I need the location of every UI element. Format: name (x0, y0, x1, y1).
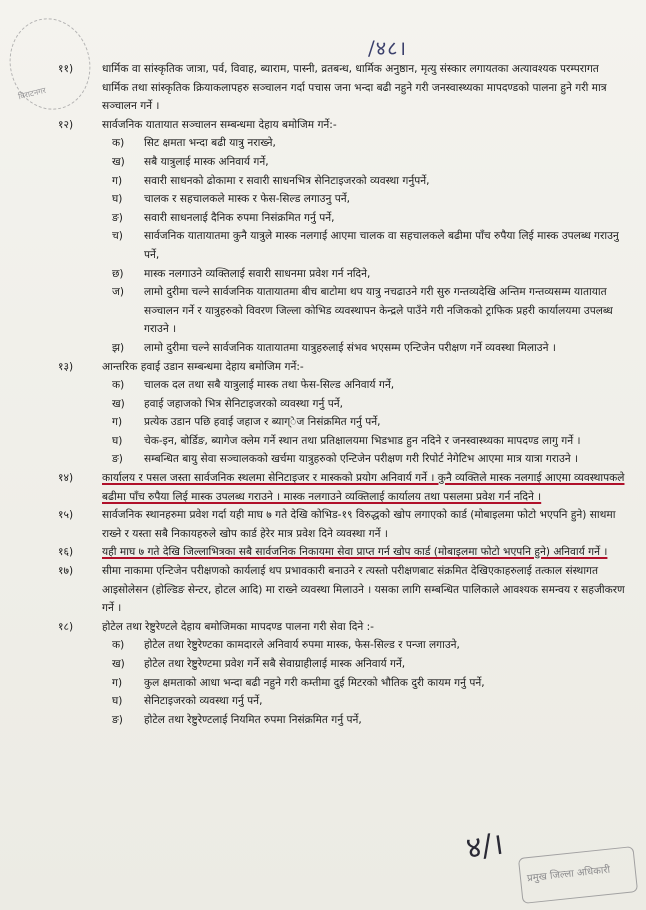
clause-number: १८) (58, 620, 74, 633)
sub-clause-marker: ग) (112, 174, 123, 187)
clause-text: आन्तरिक हवाई उडान सम्बन्धमा देहाय बमोजिम गर्ने:- (102, 360, 304, 373)
sub-clause-item (58, 190, 626, 209)
sub-clause-marker: ङ) (112, 453, 123, 466)
sub-clause-text: लामो दुरीमा चल्ने सार्वजनिक यातायातमा यात्रुहरुलाई संभव भएसम्म एन्टिजेन परीक्षण गर्ने व्यवस्था मिलाउने । (144, 341, 556, 354)
sub-clause-item (58, 283, 626, 339)
sub-clause-marker: घ) (112, 695, 123, 708)
clause-item (58, 618, 626, 637)
clause-number: १६) (58, 546, 74, 559)
sub-clause-marker: क) (112, 137, 125, 150)
sub-clause-text: सवारी साधनको ढोकामा र सवारी साधनभित्र सेनिटाइजरको व्यवस्था गर्नुपर्ने, (144, 174, 430, 187)
official-stamp (518, 846, 638, 904)
document-body (58, 60, 626, 729)
sub-clause-text: सबै यात्रुलाई मास्क अनिवार्य गर्ने, (144, 155, 269, 168)
sub-clause-item (58, 450, 626, 469)
sub-clause-text: सिट क्षमता भन्दा बढी यात्रु नराख्ने, (144, 137, 276, 150)
clause-item (58, 562, 626, 618)
clause-item (58, 116, 626, 135)
clause-number: १५) (58, 509, 74, 522)
sub-clause-item (58, 692, 626, 711)
clause-number: १३) (58, 360, 74, 373)
sub-clause-marker: घ) (112, 193, 123, 206)
sub-clause-marker: क) (112, 639, 125, 652)
sub-clause-marker: ख) (112, 397, 125, 410)
sub-clause-marker: छ) (112, 267, 124, 280)
sub-clause-text: सेनिटाइजरको व्यवस्था गर्नु पर्ने, (144, 695, 263, 708)
sub-clause-text: लामो दुरीमा चल्ने सार्वजनिक यातायातमा बीच बाटोमा थप यात्रु नचढाउने गरी सुरु गन्तव्यदेखि अन्तिम गन्तव्यसम्म यातायात सञ्चालन गर्ने र यात्रुहरुको विवरण जिल्ला कोभिड व्यवस्थापन केन्द्रले पाउँने गरी नजिकको ट्राफिक प्रहरी कार्यालयमा उपलब्ध गराउने । (144, 286, 613, 336)
sub-clause-marker: घ) (112, 434, 123, 447)
sub-clause-marker: ख) (112, 658, 125, 670)
clause-text: सार्वजनिक यातायात सञ्चालन सम्बन्धमा देहाय बमोजिम गर्ने:- (102, 118, 337, 131)
clause-item (58, 543, 626, 562)
sub-clause-text: होटेल तथा रेष्टुरेण्टमा प्रवेश गर्ने सबै सेवाग्राहीलाई मास्क अनिवार्य गर्ने, (144, 658, 406, 670)
sub-clause-item (58, 227, 626, 264)
sub-clause-text: हवाई जहाजको भित्र सेनिटाइजरको व्यवस्था गर्नु पर्ने, (144, 397, 344, 410)
sub-clause-text: सार्वजनिक यातायातमा कुनै यात्रुले मास्क नलगाई आएमा चालक वा सहचालकले बढीमा पाँच रुपैया लिई मास्क उपलब्ध गराउनु पर्ने, (144, 230, 619, 261)
clause-text: सार्वजनिक स्थानहरुमा प्रवेश गर्दा यही माघ ७ गते देखि कोभिड-१९ विरुद्धको खोप लगाएको कार्ड (मोबाइलमा फोटो भएपनि हुने) साथमा राख्ने र यस्ता सबै निकायहरुले खोप कार्ड हेरेर मात्र प्रवेश दिने व्यवस्था गर्ने । (102, 509, 616, 540)
sub-clause-item (58, 153, 626, 172)
page-number-mark: /४८। (368, 36, 408, 60)
sub-clause-marker: ग) (112, 676, 123, 689)
sub-clause-marker: ज) (112, 286, 124, 299)
clause-text: धार्मिक वा सांस्कृतिक जात्रा, पर्व, विवाह, ब्याराम, पास्नी, व्रतबन्ध, धार्मिक अनुष्ठान, मृत्यु संस्कार लगायतका अत्यावश्यक परम्परागत धार्मिक तथा सांस्कृतिक क्रियाकलापहरु सञ्चालन गर्दा पचास जना भन्दा बढी नहुने गरी जनस्वास्थ्यका मापदण्डको पालना हुने गरी मात्र सञ्चालन गर्ने । (102, 63, 607, 113)
sub-clause-item (58, 339, 626, 358)
sub-clause-item (58, 636, 626, 655)
sub-clause-item (58, 432, 626, 451)
sub-clause-text: चालक दल तथा सबै यात्रुलाई मास्क तथा फेस-सिल्ड अनिवार्य गर्ने, (144, 379, 395, 392)
sub-clause-item (58, 134, 626, 153)
clause-number: १४) (58, 472, 74, 485)
sub-clause-marker: झ) (112, 341, 125, 354)
clause-item (58, 358, 626, 377)
clause-number: ११) (58, 63, 74, 75)
sub-clause-text: सम्बन्धित बायु सेवा सञ्चालकको खर्चमा यात्रुहरुको एन्टिजेन परीक्षण गरी रिपोर्ट नेगेटिभ आएमा मात्र यात्रा गराउने । (144, 453, 579, 466)
sub-clause-text: सवारी साधनलाई दैनिक रुपमा निसंक्रमित गर्नु पर्ने, (144, 211, 335, 224)
sub-clause-item (58, 711, 626, 730)
sub-clause-item (58, 655, 626, 674)
clause-item (58, 506, 626, 543)
sub-clause-text: मास्क नलगाउने व्यक्तिलाई सवारी साधनमा प्रवेश गर्न नदिने, (144, 267, 371, 280)
sub-clause-marker: ख) (112, 155, 125, 168)
sub-clause-item (58, 209, 626, 228)
sub-clause-text: कुल क्षमताको आधा भन्दा बढी नहुने गरी कम्तीमा दुई मिटरको भौतिक दुरी कायम गर्नु पर्ने, (144, 676, 485, 689)
sub-clause-text: होटेल तथा रेष्टुरेण्टलाई नियमित रुपमा निसंक्रमित गर्नु पर्ने, (144, 713, 362, 726)
signature: ४/। (464, 826, 506, 867)
sub-clause-marker: ग) (112, 416, 123, 429)
sub-clause-item (58, 265, 626, 284)
clause-number: १२) (58, 118, 74, 131)
sub-clause-marker: ङ) (112, 713, 123, 726)
sub-clause-marker: क) (112, 379, 125, 392)
clause-text: होटेल तथा रेष्टुरेण्टले देहाय बमोजिमका मापदण्ड पालना गरी सेवा दिने :- (102, 620, 374, 633)
clause-number: १७) (58, 565, 74, 578)
sub-clause-item (58, 376, 626, 395)
clause-text: सीमा नाकामा एन्टिजेन परीक्षणको कार्यलाई थप प्रभावकारी बनाउने र त्यस्तो परीक्षणबाट संक्रमित देखिएकाहरुलाई तत्काल संस्थागत आइसोलेसन (होल्डिङ सेन्टर, होटल आदि) मा राख्ने व्यवस्था मिलाउने । यसका लागि सम्बन्धित पालिकाले आवश्यक समन्वय र सहजीकरण गर्ने । (102, 565, 625, 615)
sub-clause-item (58, 172, 626, 191)
sub-clause-item (58, 674, 626, 693)
sub-clause-marker: च) (112, 230, 123, 243)
sub-clause-item (58, 413, 626, 432)
clause-item (58, 60, 626, 116)
sub-clause-item (58, 395, 626, 414)
clause-text: यही माघ ७ गते देखि जिल्लाभित्रका सबै सार्वजनिक निकायमा सेवा प्राप्त गर्न खोप कार्ड (मोबाइलमा फोटो भएपनि हुने) अनिवार्य गर्ने । (102, 546, 608, 559)
sub-clause-text: चालक र सहचालकले मास्क र फेस-सिल्ड लगाउनु पर्ने, (144, 193, 350, 206)
clause-text: कार्यालय र पसल जस्ता सार्वजनिक स्थलमा सेनिटाइजर र मास्कको प्रयोग अनिवार्य गर्ने । कुनै व्यक्तिले मास्क नलगाई आएमा व्यवस्थापकले बढीमा पाँच रुपैया लिई मास्क उपलब्ध गराउने । मास्क नलगाउने व्यक्तिलाई कार्यालय तथा पसलमा प्रवेश गर्न नदिने । (102, 472, 625, 503)
clause-item (58, 469, 626, 506)
sub-clause-text: होटेल तथा रेष्टुरेण्टका कामदारले अनिवार्य रुपमा मास्क, फेस-सिल्ड र पन्जा लगाउने, (144, 639, 460, 652)
official-stamp-text: प्रमुख जिल्ला अधिकारी (526, 864, 611, 885)
sub-clause-text: चेक-इन, बोर्डिङ, ब्यागेज क्लेम गर्ने स्थान तथा प्रतिक्षालयमा भिडभाड हुन नदिने र जनस्वास्थ्यका मापदण्ड लागु गर्ने । (144, 434, 581, 447)
office-seal-text: विराटनगर (17, 85, 47, 102)
sub-clause-text: प्रत्येक उडान पछि हवाई जहाज र ब्याग्ेज निसंक्रमित गर्नु पर्ने, (144, 416, 381, 429)
sub-clause-marker: ङ) (112, 211, 123, 224)
